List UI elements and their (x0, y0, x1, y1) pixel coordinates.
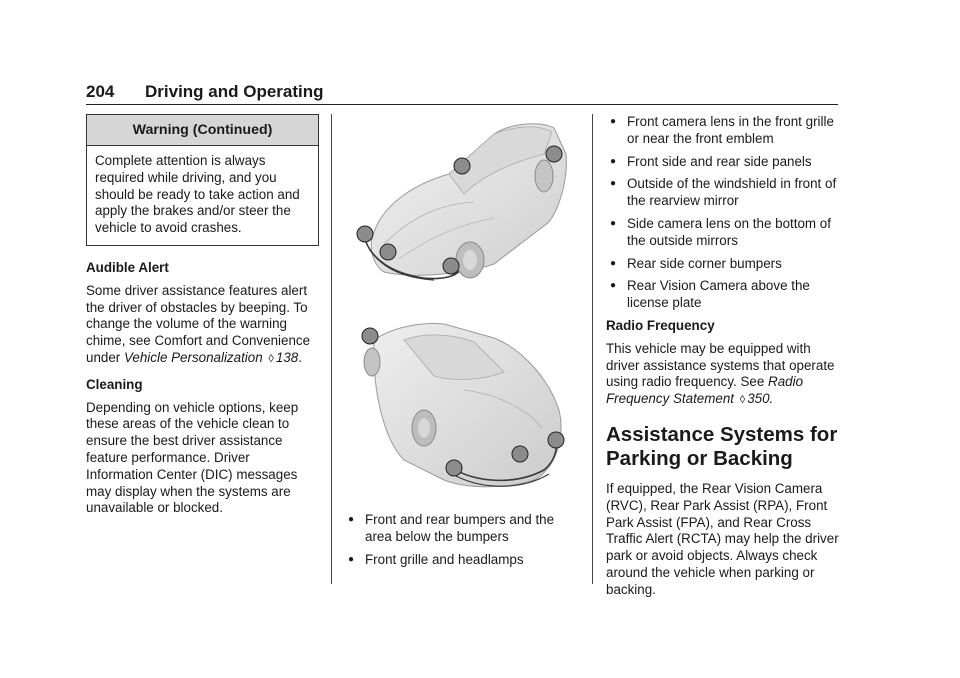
vehicle-personalization-link[interactable]: Vehicle Personalization (123, 349, 263, 365)
list-item-text: Rear side corner bumpers (627, 255, 782, 271)
audible-alert-body: Some driver assistance features alert the driver of obstacles by beeping. To change the volume of the warning chime, see Comfort and Convenience under (86, 282, 311, 365)
list-item-text: Rear Vision Camera above the license plate (627, 278, 810, 311)
cleaning-areas-list (344, 512, 580, 568)
radio-frequency-body: This vehicle may be equipped with driver assistance systems that operate using radio frequency. See (606, 340, 835, 390)
list-item-text: Front grille and headlamps (365, 551, 524, 567)
column-middle (344, 114, 580, 574)
list-item (606, 256, 842, 273)
sentence-end: . (298, 349, 302, 365)
assistance-systems-text: If equipped, the Rear Vision Camera (RVC), Rear Park Assist (RPA), Front Park Assist (FPA), and Rear Cross Traffic Alert (RCTA) may help the driver park or avoid objects. Always check around the vehicle when parking or backing. (606, 480, 839, 597)
warning-box (86, 114, 319, 246)
page-ref-arrow-icon: ◊ (268, 352, 274, 365)
car-front-illustration (344, 114, 580, 302)
car-rear-drawing (344, 310, 580, 498)
page-ref-350[interactable]: 350. (747, 391, 774, 407)
audible-alert-heading: Audible Alert (86, 259, 169, 275)
list-item-text: Side camera lens on the bottom of the outside mirrors (627, 215, 831, 248)
cleaning-areas-list-continued (606, 114, 842, 312)
radio-frequency-text (606, 341, 842, 409)
car-front-drawing (344, 114, 580, 302)
audible-alert-text (86, 283, 319, 368)
list-item (606, 278, 842, 312)
page-number: 204 (86, 82, 115, 101)
list-item (606, 216, 842, 250)
bullet-icon: ● (347, 514, 355, 525)
section-title: Driving and Operating (145, 82, 324, 101)
page-ref-138[interactable]: 138 (275, 349, 299, 365)
list-item-text: Front and rear bumpers and the area below the bumpers (365, 512, 555, 544)
bullet-icon: ● (609, 116, 617, 127)
bullet-icon: ● (609, 155, 617, 167)
warning-body: Complete attention is always required while driving, and you should be ready to take action and apply the brakes and/or steer the vehicle to avoid crashes. (95, 153, 300, 236)
cleaning-text: Depending on vehicle options, keep these areas of the vehicle clean to ensure the best driver assistance feature performance. Driver Information Center (DIC) messages may display when the systems are unavailable or blocked. (86, 399, 299, 516)
column-divider (592, 114, 593, 584)
list-item (344, 512, 580, 546)
warning-title: Warning (Continued) (87, 115, 318, 146)
list-item-text: Outside of the windshield in front of the rearview mirror (627, 176, 837, 209)
bullet-icon: ● (609, 178, 617, 190)
bullet-icon: ● (347, 553, 355, 565)
column-divider (331, 114, 332, 584)
list-item (606, 176, 842, 210)
radio-frequency-heading: Radio Frequency (606, 317, 715, 333)
radio-frequency-statement-link[interactable]: Radio Frequency Statement (606, 374, 804, 407)
list-item-text: Front side and rear side panels (627, 153, 812, 169)
list-item (606, 114, 842, 148)
column-right (606, 114, 842, 599)
bullet-icon: ● (609, 217, 617, 229)
assistance-systems-heading: Assistance Systems for Parking or Backing (606, 422, 838, 470)
list-item (606, 154, 842, 171)
column-left (86, 114, 319, 517)
page-header (86, 82, 838, 105)
page-ref-arrow-icon: ◊ (739, 394, 746, 407)
bullet-icon: ● (609, 257, 617, 269)
cleaning-heading: Cleaning (86, 376, 143, 392)
list-item (344, 552, 580, 569)
car-rear-illustration (344, 310, 580, 498)
bullet-icon: ● (609, 280, 617, 292)
list-item-text: Front camera lens in the front grille or near the front emblem (627, 114, 834, 146)
